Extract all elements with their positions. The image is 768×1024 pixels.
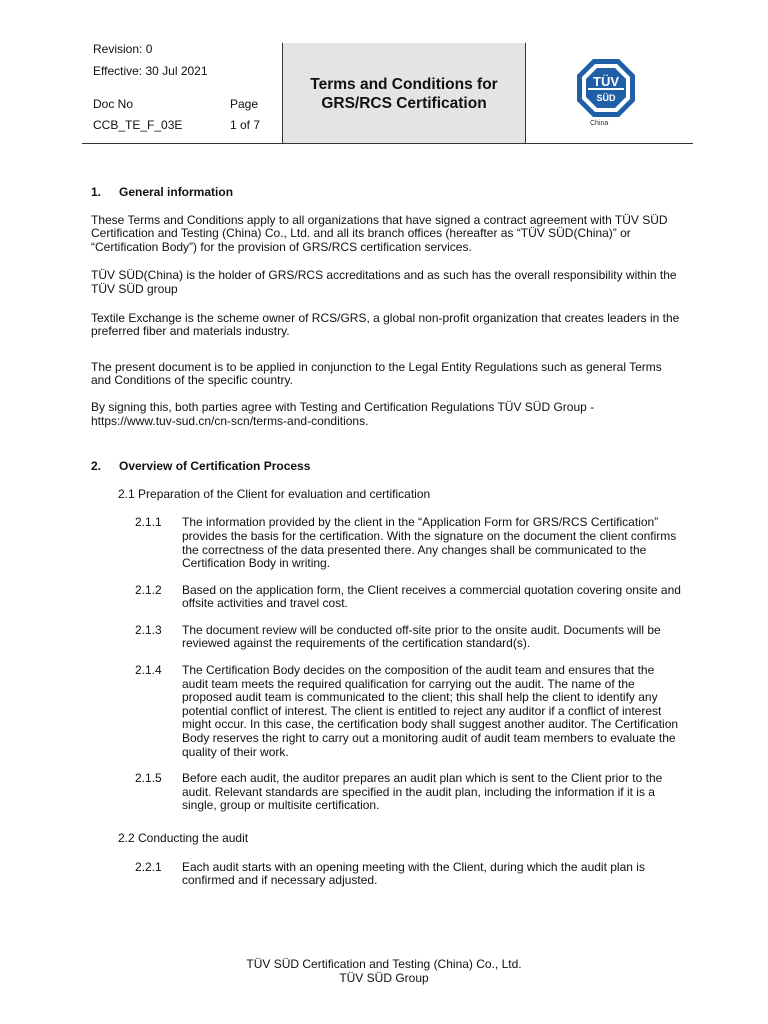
effective-date: Effective: 30 Jul 2021 — [93, 64, 208, 78]
subsection-2-1-heading: 2.1 Preparation of the Client for evaluation and certification — [118, 486, 431, 501]
subsection-2-2-heading: 2.2 Conducting the audit — [118, 831, 249, 845]
item-number: 2.1.4 — [135, 663, 162, 678]
logo-text: TÜV — [593, 74, 619, 89]
title-line-1: Terms and Conditions for — [310, 75, 498, 93]
list-item — [135, 664, 681, 759]
logo-subtext: SÜD — [596, 93, 616, 103]
document-title — [282, 43, 526, 144]
paragraph: The present document is to be applied in conjunction to the Legal Entity Regulations such as general Terms and Conditions of the specific country. — [91, 359, 662, 388]
list-item — [135, 861, 681, 888]
list-item — [135, 772, 681, 813]
item-number: 2.2.1 — [135, 859, 162, 874]
item-text: The document review will be conducted off-site prior to the onsite audit. Documents will be reviewed against the requirements of the certification standard(s). — [182, 622, 661, 651]
item-text: The information provided by the client in the “Application Form for GRS/RCS Certification” provides the basis for the certification. With the signature on the document the client confirms the correctness of the data presented there. Any changes shall be communicated to the Certification Body in writing. — [182, 515, 677, 571]
section-1-heading — [91, 186, 681, 200]
item-text: The Certification Body decides on the composition of the audit team and ensures that the audit team meets the required qualification for carrying out the audit. The name of the proposed audit team is communicated to the client; this shall help the client to identify any potential conflict of interest. The client is entitled to reject any auditor if a conflict of interest might occur. In this case, the certification body shall suggest another auditor. The Certification Body reserves the right to carry out a monitoring audit of audit team members to evaluate the quality of their work. — [182, 663, 679, 759]
item-number: 2.1.1 — [135, 515, 162, 530]
footer-group: TÜV SÜD Group — [339, 971, 429, 985]
page-label: Page — [230, 97, 259, 111]
item-number: 2.1.5 — [135, 771, 162, 786]
paragraph: Textile Exchange is the scheme owner of RCS/GRS, a global non-profit organization that creates leaders in the preferred fiber and materials industry. — [91, 310, 680, 339]
footer-company: TÜV SÜD Certification and Testing (China) Co., Ltd. — [246, 957, 522, 971]
paragraph: These Terms and Conditions apply to all organizations that have signed a contract agreement with TÜV SÜD Certification and Testing (China) Co., Ltd. and all its branch offices (hereafter as “TÜV SÜD(China)” or “Certification Body”) for the provision of GRS/RCS certification services. — [91, 212, 668, 254]
list-item — [135, 584, 681, 611]
section-1-title: General information — [119, 185, 234, 199]
paragraph: TÜV SÜD(China) is the holder of GRS/RCS accreditations and as such has the overall responsibility within the TÜV SÜD group — [91, 268, 677, 296]
page-footer — [0, 957, 768, 985]
doc-no-label: Doc No — [93, 97, 134, 111]
section-2-number: 2. — [91, 459, 102, 474]
list-item — [135, 624, 681, 651]
header-divider — [82, 143, 693, 144]
paragraph: By signing this, both parties agree with Testing and Certification Regulations TÜV SÜD Group - https://www.tuv-sud.cn/cn-scn/terms-and-conditions. — [91, 399, 595, 428]
item-text: Based on the application form, the Client receives a commercial quotation covering onsite and offsite activities and travel cost. — [182, 582, 681, 611]
item-number: 2.1.3 — [135, 622, 162, 637]
section-2-title: Overview of Certification Process — [119, 459, 311, 474]
page-value: 1 of 7 — [230, 118, 261, 132]
item-text: Each audit starts with an opening meeting with the Client, during which the audit plan is confirmed and if necessary adjusted. — [182, 859, 645, 888]
doc-no-value: CCB_TE_F_03E — [93, 118, 183, 132]
logo-caption: China — [590, 120, 609, 127]
section-1-number: 1. — [91, 185, 102, 199]
item-text: Before each audit, the auditor prepares an audit plan which is sent to the Client prior to the audit. Relevant standards are specified in the audit plan, including the information if it is a single, group or multisite certification. — [182, 771, 663, 813]
item-number: 2.1.2 — [135, 582, 162, 597]
document-body — [91, 186, 681, 888]
list-item — [135, 516, 681, 570]
revision: Revision: 0 — [93, 42, 153, 56]
title-line-2: GRS/RCS Certification — [321, 94, 487, 112]
section-2-heading — [91, 460, 681, 474]
